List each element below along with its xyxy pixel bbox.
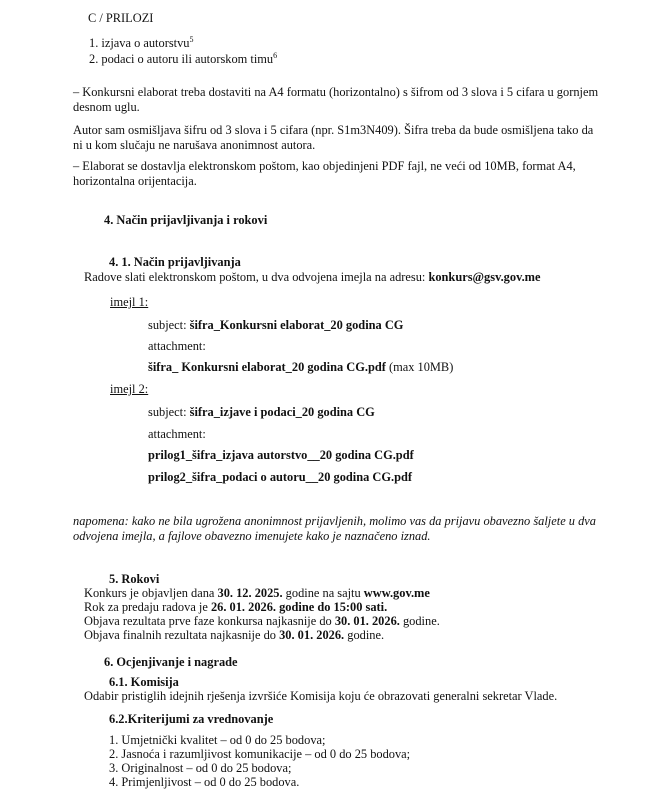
- section-4-heading: 4. Način prijavljivanja i rokovi: [104, 213, 268, 227]
- prilozi-item-1-text: 1. izjava o autorstvu: [89, 36, 190, 50]
- mail-2-subject-value: šifra_izjave i podaci_20 godina CG: [189, 405, 375, 419]
- criteria-item-3: 3. Originalnost – od 0 do 25 bodova;: [109, 761, 292, 775]
- section-5-heading: 5. Rokovi: [109, 572, 160, 586]
- mail-2-label: imejl 2:: [110, 382, 149, 396]
- mail-2-subject: [148, 405, 375, 420]
- note-line-2: odvojena imejla, a fajlove obavezno imenujete kako je naznačeno iznad.: [73, 529, 431, 543]
- website-link[interactable]: www.gov.me: [363, 586, 430, 600]
- mail-2-file-2: prilog2_šifra_podaci o autoru__20 godina CG.pdf: [148, 470, 413, 484]
- section-6-heading: 6. Ocjenjivanje i nagrade: [104, 655, 238, 669]
- deadline-1-text-a: Konkurs je objavljen dana: [84, 586, 218, 600]
- footnote-ref-6[interactable]: 6: [273, 50, 278, 60]
- deadline-line-3: [84, 614, 440, 629]
- criteria-item-1: 1. Umjetnički kvalitet – od 0 do 25 bodova;: [109, 733, 326, 747]
- submission-intro-text: Radove slati elektronskom poštom, u dva odvojena imejla na adresu:: [84, 270, 429, 284]
- note-line-1: napomena: kako ne bila ugrožena anonimnost prijavljenih, molimo vas da prijavu obavezno šaljete u dva: [73, 514, 596, 528]
- deadline-2-text-a: Rok za predaju radova je: [84, 600, 211, 614]
- deadline-4-text-c: godine.: [344, 628, 385, 642]
- prilozi-item-2-text: 2. podaci o autoru ili autorskom timu: [89, 52, 274, 66]
- paragraph-format-line-2: desnom uglu.: [73, 100, 140, 114]
- deadline-line-1: [84, 586, 430, 601]
- deadline-1-date: 30. 12. 2025.: [217, 586, 283, 600]
- mail-1-subject-label: subject:: [148, 318, 190, 332]
- paragraph-delivery-line-1: – Elaborat se dostavlja elektronskom poštom, kao objedinjeni PDF fajl, ne veći od 10MB, format A4,: [73, 159, 576, 173]
- submission-intro: [84, 270, 541, 285]
- deadline-3-text-c: godine.: [399, 614, 440, 628]
- deadline-3-date: 30. 01. 2026.: [334, 614, 400, 628]
- mail-2-subject-label: subject:: [148, 405, 190, 419]
- paragraph-delivery-line-2: horizontalna orijentacija.: [73, 174, 197, 188]
- deadline-4-date: 30. 01. 2026.: [279, 628, 345, 642]
- prilozi-heading: C / PRILOZI: [88, 11, 154, 25]
- deadline-4-text-a: Objava finalnih rezultata najkasnije do: [84, 628, 280, 642]
- mail-1-subject: [148, 318, 403, 333]
- mail-2-attachment-label: attachment:: [148, 427, 206, 441]
- mail-1-subject-value: šifra_Konkursni elaborat_20 godina CG: [189, 318, 404, 332]
- prilozi-item-2: [89, 52, 277, 67]
- section-6-1-heading: 6.1. Komisija: [109, 675, 179, 689]
- criteria-item-2: 2. Jasnoća i razumljivost komunikacije – od 0 do 25 bodova;: [109, 747, 411, 761]
- paragraph-code-line-1: Autor sam osmišljava šifru od 3 slova i 5 cifara (npr. S1m3N409). Šifra treba da bude osmišljena tako da: [73, 123, 594, 137]
- mail-1-file-name: šifra_ Konkursni elaborat_20 godina CG.pdf: [148, 360, 386, 374]
- mail-1-attachment-label: attachment:: [148, 339, 206, 353]
- deadline-line-2: [84, 600, 387, 615]
- section-6-2-heading: 6.2.Kriterijumi za vrednovanje: [109, 712, 274, 726]
- prilozi-item-1: [89, 36, 193, 51]
- komisija-text: Odabir pristiglih idejnih rješenja izvršiće Komisija koju će obrazovati generalni sekretar Vlade.: [84, 689, 558, 703]
- deadline-3-text-a: Objava rezultata prve faze konkursa najkasnije do: [84, 614, 335, 628]
- mail-1-file-note: (max 10MB): [385, 360, 454, 374]
- paragraph-format-line-1: – Konkursni elaborat treba dostaviti na A4 formatu (horizontalno) s šifrom od 3 slova i 5 cifara u gornjem: [73, 85, 599, 99]
- mail-1-label: imejl 1:: [110, 295, 149, 309]
- footnote-ref-5[interactable]: 5: [189, 34, 194, 44]
- deadline-1-text-c: godine na sajtu: [282, 586, 364, 600]
- mail-1-file: [148, 360, 453, 375]
- section-4-1-heading: 4. 1. Način prijavljivanja: [109, 255, 241, 269]
- submission-email-link[interactable]: konkurs@gsv.gov.me: [428, 270, 541, 284]
- mail-2-file-1: prilog1_šifra_izjava autorstvo__20 godina CG.pdf: [148, 448, 414, 462]
- criteria-item-4: 4. Primjenljivost – od 0 do 25 bodova.: [109, 775, 300, 789]
- paragraph-code-line-2: ni u kom slučaju ne narušava anonimnost autora.: [73, 138, 316, 152]
- deadline-2-date: 26. 01. 2026. godine do 15:00 sati.: [210, 600, 388, 614]
- deadline-line-4: [84, 628, 384, 643]
